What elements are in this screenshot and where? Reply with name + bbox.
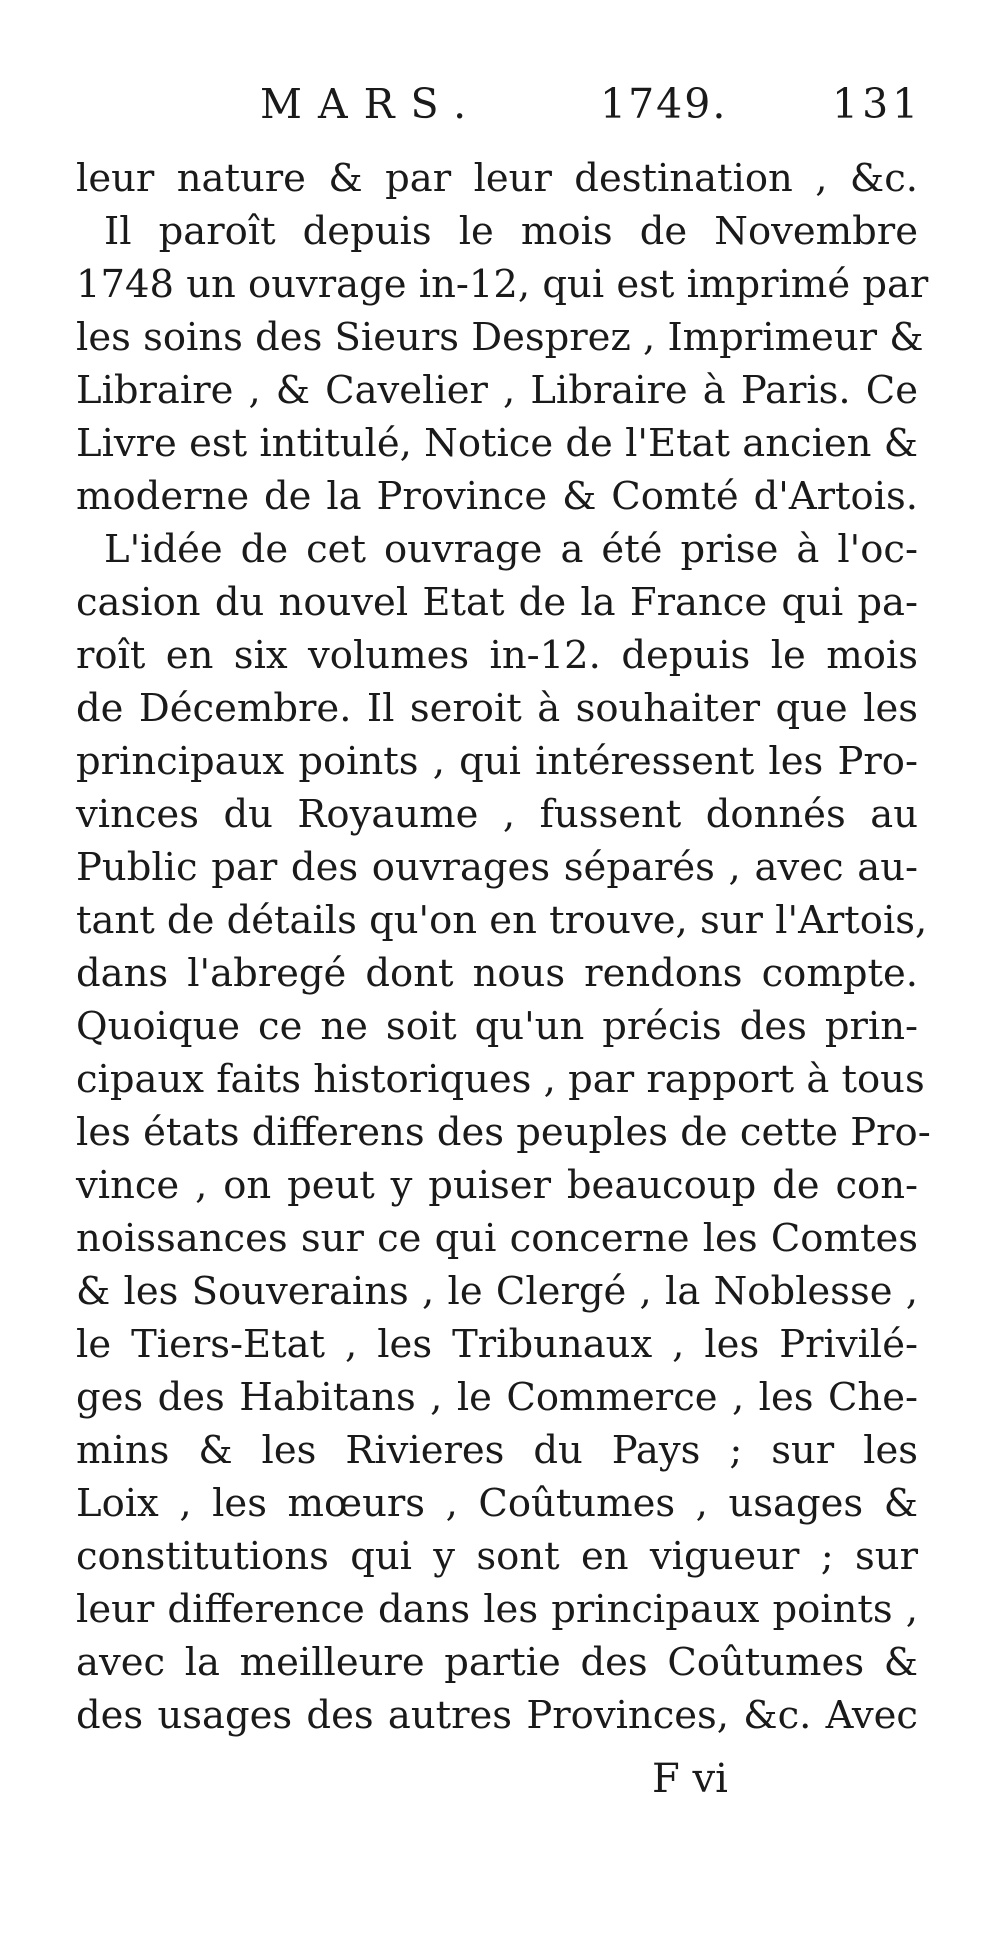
signature-mark: F vi <box>652 1756 728 1802</box>
running-header <box>0 80 1000 140</box>
text-line: de Décembre. Il seroit à souhaiter que les <box>76 686 918 731</box>
header-month: MARS. <box>260 80 483 128</box>
text-line: Libraire , & Cavelier , Libraire à Paris. Ce <box>76 368 918 413</box>
text-line: noissances sur ce qui concerne les Comtes <box>76 1216 918 1261</box>
text-line: vince , on peut y puiser beaucoup de con- <box>76 1163 918 1208</box>
text-line: L'idée de cet ouvrage a été prise à l'oc- <box>104 527 918 572</box>
text-line: moderne de la Province & Comté d'Artois. <box>76 474 918 519</box>
text-line: les soins des Sieurs Desprez , Imprimeur & <box>76 315 924 360</box>
text-line: Public par des ouvrages séparés , avec au- <box>76 845 918 890</box>
text-line: des usages des autres Provinces, &c. Avec <box>76 1693 918 1738</box>
text-line: Livre est intitulé, Notice de l'Etat ancien & <box>76 421 918 466</box>
text-line: constitutions qui y sont en vigueur ; sur <box>76 1534 918 1579</box>
text-line: dans l'abregé dont nous rendons compte. <box>76 951 918 996</box>
text-line: tant de détails qu'on en trouve, sur l'Artois, <box>76 898 928 943</box>
page-number: 131 <box>832 80 923 128</box>
text-line: leur difference dans les principaux points , <box>76 1587 918 1632</box>
text-line: Il paroît depuis le mois de Novembre <box>104 209 918 254</box>
text-line: cipaux faits historiques , par rapport à tous <box>76 1057 925 1102</box>
text-line: ges des Habitans , le Commerce , les Che- <box>76 1375 918 1420</box>
text-line: Quoique ce ne soit qu'un précis des prin- <box>76 1004 918 1049</box>
text-line: le Tiers-Etat , les Tribunaux , les Privilé- <box>76 1322 918 1367</box>
text-line: avec la meilleure partie des Coûtumes & <box>76 1640 918 1685</box>
text-line: Loix , les mœurs , Coûtumes , usages & <box>76 1481 918 1526</box>
text-line: les états differens des peuples de cette Pro- <box>76 1110 931 1155</box>
text-line: vinces du Royaume , fussent donnés au <box>76 792 918 837</box>
text-line: mins & les Rivieres du Pays ; sur les <box>76 1428 918 1473</box>
text-line: roît en six volumes in-12. depuis le mois <box>76 633 918 678</box>
text-line: & les Souverains , le Clergé , la Noblesse , <box>76 1269 918 1314</box>
text-line: 1748 un ouvrage in-12, qui est imprimé par <box>76 262 929 307</box>
header-year: 1749. <box>600 80 728 128</box>
text-line: principaux points , qui intéressent les Pro- <box>76 739 918 784</box>
text-line: leur nature & par leur destination , &c. <box>76 156 918 201</box>
body-text <box>76 152 931 1742</box>
text-line: casion du nouvel Etat de la France qui pa- <box>76 580 918 625</box>
